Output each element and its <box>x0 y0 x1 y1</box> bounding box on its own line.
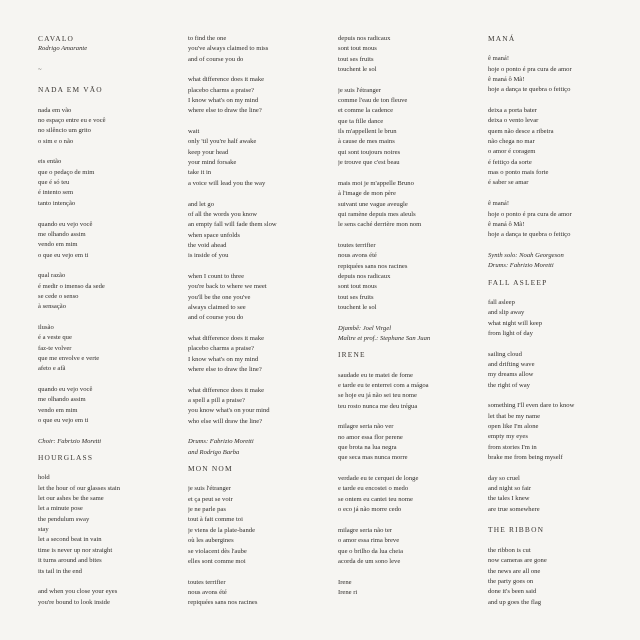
lyric-line: je viens de la plate-bande <box>188 526 256 534</box>
lyric-line: what night will keep <box>488 319 543 327</box>
stanza-gap <box>488 535 638 545</box>
lyric-line: wait <box>188 128 200 136</box>
lyric-line: je suis l'étranger <box>338 86 381 94</box>
lyric-line: et ça peut se voir <box>188 495 233 503</box>
stanza-gap <box>338 360 488 370</box>
lyric-line: fall asleep <box>488 298 515 306</box>
song-title: IRENE <box>338 350 366 360</box>
lyric-line: tanto intenção <box>38 199 76 207</box>
lyric-line: vendo em mim <box>38 406 78 414</box>
lyric-line: stay <box>38 526 49 534</box>
lyric-line: you're back to where we meet <box>188 283 267 291</box>
lyric-line: and slip away <box>488 309 525 317</box>
lyric-line: que me envolve e verte <box>38 354 100 362</box>
lyric-line: hoje o ponto é pra cura de amor <box>488 210 572 218</box>
credit-line: Synth solo: Noah Georgeson <box>488 251 564 259</box>
lyric-line: Irene ri <box>338 588 358 596</box>
lyric-line: se ontem eu cantei teu nome <box>338 495 413 503</box>
lyric-line: que o pedaço de mim <box>38 168 95 176</box>
lyric-line: toutes terrifier <box>188 578 226 586</box>
lyric-line: where else to draw the line? <box>188 366 262 373</box>
stanza-gap <box>488 44 638 54</box>
stanza-gap <box>338 313 488 323</box>
stanza-gap <box>338 412 488 422</box>
stanza-gap <box>38 54 188 64</box>
credit-line: and Rodrigo Barba <box>188 448 240 456</box>
lyric-line: hoje a dança te quebra o feitiço <box>488 86 571 94</box>
lyric-line: que ta fille dance <box>338 117 384 125</box>
song-title: MON NOM <box>188 464 233 474</box>
lyric-line: que o brilho da lua cheia <box>338 547 403 555</box>
lyric-line: e tarde eu te enterrei com a mágoa <box>338 382 429 389</box>
lyric-line: from stories I'm in <box>488 443 537 451</box>
stanza-gap <box>188 324 338 334</box>
song-title: FALL ASLEEP <box>488 277 548 287</box>
song-title: CAVALO <box>38 34 75 43</box>
lyric-line: keep your head <box>188 148 229 156</box>
stanza-gap <box>188 567 338 577</box>
lyric-line: deixa a porta bater <box>488 107 537 115</box>
lyric-line: from light of day <box>488 329 533 337</box>
lyric-line: what difference does it make <box>188 334 265 342</box>
lyric-line: é a veste que <box>38 334 72 342</box>
lyric-line: vendo em mim <box>38 241 78 249</box>
lyric-line: let that be my name <box>488 412 540 420</box>
credit-line: Djambê: Joel Virgel <box>338 324 392 332</box>
lyric-line: não chega no mar <box>488 138 535 146</box>
lyric-line: only 'til you're half awake <box>188 138 257 146</box>
stanza-gap <box>488 391 638 401</box>
stanza-gap <box>38 261 188 271</box>
credit-line: Maître et prof.: Stephane San Juan <box>338 334 431 342</box>
stanza-gap <box>188 474 338 484</box>
lyrics-column-2 <box>188 34 338 640</box>
stanza-gap <box>338 515 488 525</box>
credit-line: Drums: Fabrizio Moretti <box>488 262 554 270</box>
lyric-line: à cause de mes mains <box>338 138 395 146</box>
lyric-line: é saber se amar <box>488 179 529 187</box>
lyric-line: milagre seria não ter <box>338 526 393 534</box>
lyric-line: quando eu vejo você <box>38 386 93 393</box>
song-title: THE RIBBON <box>488 525 545 535</box>
lyric-line: is inside of you <box>188 252 229 260</box>
lyric-line: verdade eu te cerquei de longe <box>338 475 419 483</box>
stanza-gap <box>488 241 638 251</box>
lyric-line: the void ahead <box>188 241 227 249</box>
lyric-line: nous avons été <box>188 588 227 596</box>
lyric-line: a voice will lead you the way <box>188 179 266 187</box>
lyric-line: where else to draw the line? <box>188 107 262 115</box>
stanza-gap <box>38 75 188 85</box>
lyric-line: my dreams allow <box>488 371 534 379</box>
stanza-gap <box>38 577 188 587</box>
lyric-line: à l'image de mon père <box>338 190 396 198</box>
stanza-gap <box>38 95 188 105</box>
lyric-line: you'll be the one you've <box>188 293 251 301</box>
lyric-line: toutes terrifier <box>338 241 376 249</box>
lyric-line: ê maná ô Mã! <box>488 76 525 84</box>
stanza-gap <box>38 313 188 323</box>
lyric-line: and night so fair <box>488 485 532 493</box>
lyric-line: let a minute pose <box>38 505 83 513</box>
lyric-line: let a second beat in vain <box>38 536 102 544</box>
credit-line: Rodrigo Amarante <box>38 45 88 52</box>
stanza-gap <box>38 463 188 473</box>
lyric-line: when space unfolds <box>188 231 241 239</box>
lyric-line: que é só teu <box>38 179 70 187</box>
lyric-line: teu rosto nunca me deu trégua <box>338 402 418 410</box>
lyric-line: its tail in the end <box>38 567 82 575</box>
lyric-line: o que eu vejo em ti <box>38 251 89 259</box>
lyric-line: o amor é coragem <box>488 148 536 156</box>
lyric-line: what difference does it make <box>188 386 265 394</box>
lyric-line: hold <box>38 474 50 482</box>
lyric-line: nous avons été <box>338 252 377 260</box>
lyric-line: saudade eu te matei de fome <box>338 371 413 379</box>
lyric-line: que seca mas nunca morre <box>338 454 408 462</box>
stanza-gap <box>488 96 638 106</box>
lyric-line: touchent le sol <box>338 66 377 74</box>
lyric-line: faz-te volver <box>38 344 72 352</box>
lyric-line: ilusão <box>38 323 54 331</box>
lyric-line: me olhando assim <box>38 396 86 404</box>
lyric-line: afeto e afã <box>38 365 66 373</box>
lyric-line: é feitiço da sorte <box>488 158 532 166</box>
lyric-line: hoje o ponto é pra cura de amor <box>488 65 572 73</box>
lyric-line: touchent le sol <box>338 303 377 311</box>
credit-line: Choir: Fabrizio Moretti <box>38 437 102 445</box>
lyric-line: it turns around and bites <box>38 557 102 565</box>
lyric-line: and of course you do <box>188 314 244 322</box>
lyric-line: le sens caché derrière mon nom <box>338 221 422 229</box>
lyric-line: and drifting wave <box>488 360 535 368</box>
lyrics-column-4 <box>488 34 638 640</box>
lyric-line: the tales I knew <box>488 495 530 503</box>
lyrics-column-1 <box>38 34 188 640</box>
lyric-line: o amor essa rima breve <box>338 537 400 545</box>
lyric-line: que brota na lua negra <box>338 444 397 452</box>
stanza-gap <box>38 426 188 436</box>
lyric-line: qui sont toujours noires <box>338 148 401 156</box>
lyric-line: depuis nos radicaux <box>338 272 391 280</box>
stanza-gap <box>188 117 338 127</box>
lyric-line: mas o ponto mais forte <box>488 169 549 177</box>
lyric-line: ê maná ô Mã! <box>488 220 525 228</box>
lyric-line: you've always claimed to miss <box>188 45 269 53</box>
song-title: HOURGLASS <box>38 453 94 463</box>
lyric-line: o eco já não morre cedo <box>338 506 402 514</box>
lyric-line: an empty fall will fade them slow <box>188 221 277 229</box>
stanza-gap <box>338 464 488 474</box>
lyric-line: o sim e o não <box>38 137 74 145</box>
lyric-line: done it's been said <box>488 588 537 596</box>
lyric-line: suivant une vague aveugle <box>338 200 408 208</box>
lyric-line: I know what's on my mind <box>188 355 259 363</box>
stanza-gap <box>38 375 188 385</box>
lyric-line: quem não desce a ribeira <box>488 127 554 135</box>
lyric-line: acorda de um sono leve <box>338 557 401 565</box>
lyric-line: time is never up nor straight <box>38 546 113 554</box>
stanza-gap <box>338 567 488 577</box>
lyric-line: always claimed to see <box>188 303 246 311</box>
lyric-line: and of course you do <box>188 55 244 63</box>
lyric-line: me olhando assim <box>38 230 86 238</box>
lyric-line: I know what's on my mind <box>188 97 259 105</box>
lyric-line: no amor essa flor perene <box>338 433 403 441</box>
lyric-line: when I count to three <box>188 272 245 280</box>
lyric-line: something I'll even dare to know <box>488 402 575 410</box>
lyric-line: je suis l'étranger <box>188 485 231 493</box>
lyric-line: the pendulum sway <box>38 515 90 523</box>
lyric-line: your mind forsake <box>188 159 237 167</box>
lyric-line: the news are all one <box>488 567 541 575</box>
lyric-line: é medir o imenso da sede <box>38 282 105 290</box>
lyric-line: Irene <box>338 578 352 586</box>
stanza-gap <box>488 463 638 473</box>
lyric-line: the ribbon is cut <box>488 546 531 554</box>
lyric-line: brake me from being myself <box>488 454 563 462</box>
stanza-gap <box>488 189 638 199</box>
lyric-line: eis então <box>38 158 62 166</box>
song-title: MANÁ <box>488 34 516 43</box>
lyric-line: à sensação <box>38 303 67 311</box>
lyric-line: elles sont comme moi <box>188 557 246 565</box>
lyric-line: are true somewhere <box>488 505 540 513</box>
stanza-gap <box>188 427 338 437</box>
lyric-line: let the hour of our glasses stain <box>38 484 121 492</box>
lyric-line: let our ashes be the same <box>38 495 104 503</box>
stanza-gap <box>488 515 638 525</box>
lyric-line: the party goes on <box>488 577 534 585</box>
lyric-line: the right of way <box>488 381 530 389</box>
lyric-line: comme l'eau de ton fleuve <box>338 97 408 105</box>
lyric-line: placebo charms a praise? <box>188 345 255 353</box>
stanza-gap <box>38 209 188 219</box>
lyric-line: open like I'm alone <box>488 423 539 431</box>
lyric-line: ~ <box>38 65 42 73</box>
lyric-line: what difference does it make <box>188 76 265 84</box>
stanza-gap <box>188 65 338 75</box>
lyric-line: a spell a pill a praise? <box>188 397 245 405</box>
lyric-line: you know what's on your mind <box>188 407 270 415</box>
lyric-line: repiquées sans nos racines <box>338 262 408 270</box>
lyric-line: quando eu vejo você <box>38 220 93 228</box>
lyric-line: tout ses fruits <box>338 293 374 301</box>
lyric-line: mais moi je m'appelle Bruno <box>338 179 414 187</box>
lyric-line: and when you close your eyes <box>38 588 118 596</box>
lyric-line: tout ses fruits <box>338 55 374 63</box>
lyric-line: nada em vão <box>38 106 72 114</box>
stanza-gap <box>338 168 488 178</box>
lyric-line: sont tout mous <box>338 283 377 291</box>
stanza-gap <box>338 75 488 85</box>
credit-line: Drums: Fabrizio Moretti <box>188 438 254 446</box>
lyric-line: se hoje eu já não sei teu nome <box>338 392 417 400</box>
lyric-line: o que eu vejo em ti <box>38 417 89 425</box>
lyric-line: empty my eyes <box>488 433 528 441</box>
lyrics-column-3 <box>338 34 488 640</box>
lyric-line: je trouve que c'est beau <box>338 159 400 167</box>
stanza-gap <box>188 262 338 272</box>
lyric-line: no espaço entre eu e você <box>38 117 106 125</box>
stanza-gap <box>38 147 188 157</box>
lyric-line: to find the one <box>188 35 227 42</box>
stanza-gap <box>188 189 338 199</box>
lyric-line: ils m'appellent le brun <box>338 128 397 136</box>
lyric-line: of all the words you know <box>188 210 258 218</box>
lyric-line: day so cruel <box>488 474 520 482</box>
song-title: NADA EM VÃO <box>38 85 103 95</box>
lyric-line: milagre seria não ver <box>338 423 394 431</box>
stanza-gap <box>338 231 488 241</box>
lyric-line: and up goes the flag <box>488 598 542 606</box>
lyric-line: tout à fait comme toi <box>188 516 243 524</box>
lyric-line: repiquées sans nos racines <box>188 599 258 607</box>
lyric-line: and let go <box>188 200 215 208</box>
stanza-gap <box>488 339 638 349</box>
lyric-line: placebo charms a praise? <box>188 86 255 94</box>
lyric-line: e tarde eu encostei o medo <box>338 485 409 493</box>
lyric-line: who else will draw the line? <box>188 417 263 425</box>
lyric-line: depuis nos radicaux <box>338 35 391 42</box>
lyric-line: ê maná! <box>488 55 510 63</box>
stanza-gap <box>488 288 638 298</box>
lyric-line: et comme la cadence <box>338 107 394 115</box>
lyric-line: now cameras are gone <box>488 557 547 565</box>
lyric-line: ê maná! <box>488 200 510 208</box>
lyric-line: take it in <box>188 169 212 177</box>
lyric-line: é intento sem <box>38 189 74 197</box>
lyric-line: no silêncio um grito <box>38 127 91 135</box>
lyric-line: qui ramène depuis mes aïeuls <box>338 210 416 218</box>
lyric-line: you're bound to look inside <box>38 598 110 606</box>
lyric-line: se violacent dès l'aube <box>188 547 247 555</box>
lyric-line: se cede o senso <box>38 292 79 300</box>
stanza-gap <box>188 375 338 385</box>
lyric-line: deixa o vento levar <box>488 117 539 125</box>
lyric-line: sailing cloud <box>488 350 522 358</box>
lyric-line: sont tout mous <box>338 45 377 53</box>
lyric-line: qual razão <box>38 272 66 280</box>
lyric-line: où les aubergines <box>188 537 234 545</box>
lyric-line: hoje a dança te quebra o feitiço <box>488 231 571 239</box>
lyric-line: je ne parle pas <box>188 506 226 514</box>
